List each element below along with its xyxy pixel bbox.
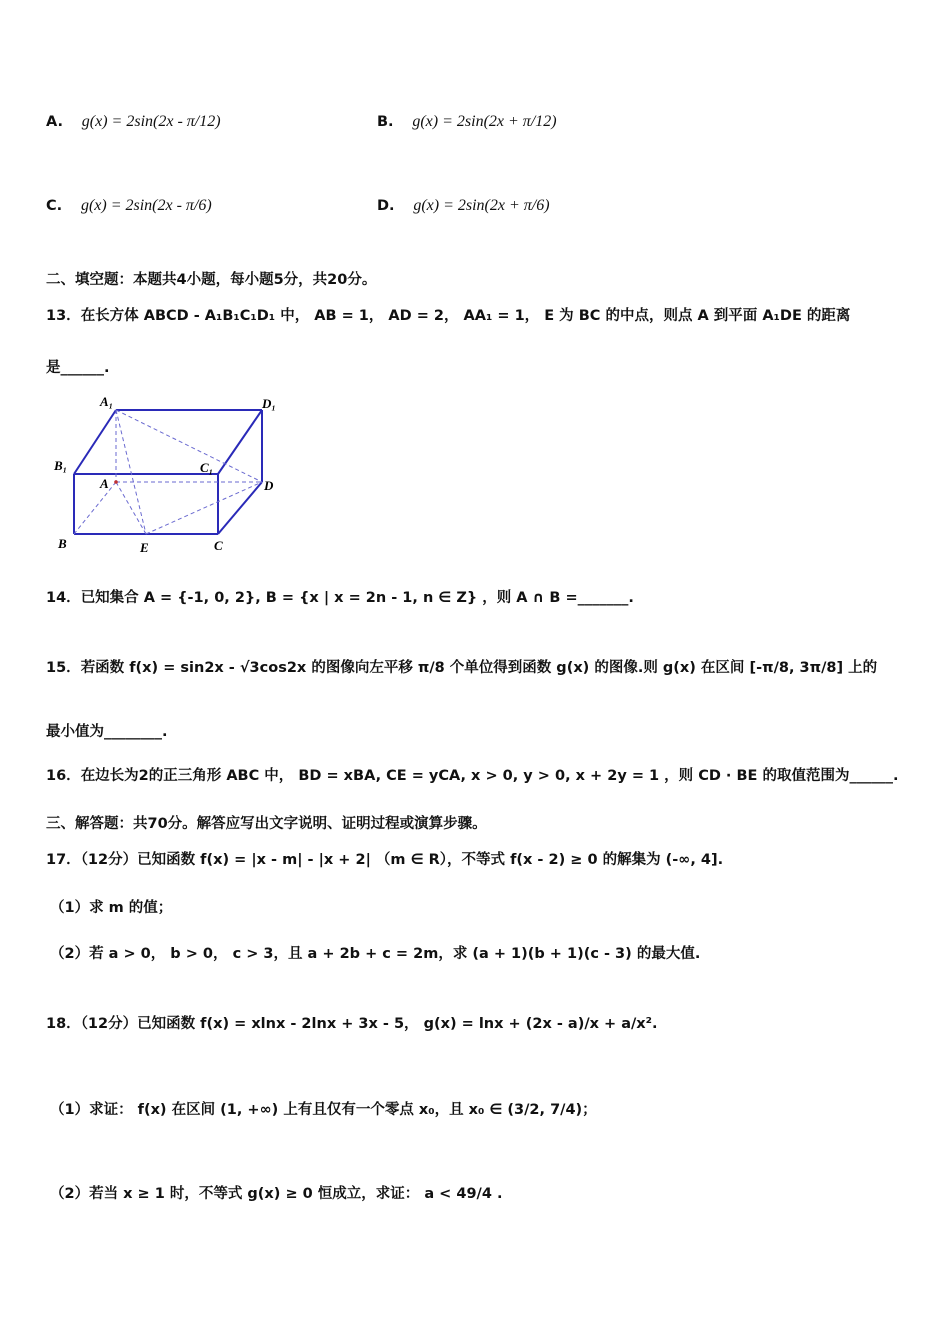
option-a-label: A. (46, 114, 63, 130)
edge-a1-b1 (74, 410, 116, 474)
q18-text: （12分）已知函数 f(x) = xlnx - 2lnx + 3x - 5， g(x) = lnx + (2x - a)/x + a/x². (80, 1016, 658, 1032)
dashed-a1-e (116, 410, 146, 534)
point-a-dot (114, 480, 118, 484)
q15-number: 15． (46, 660, 81, 676)
dashed-a-e (116, 482, 146, 534)
q15-text: 若函数 f(x) = sin2x - √3cos2x 的图像向左平移 π/8 个单位得到函数 g(x) 的图像.则 g(x) 在区间 [-π/8, 3π/8] 上的 (80, 660, 878, 676)
option-b-formula: g(x) = 2sin(2x + π/12) (412, 113, 557, 130)
edge-c-d (218, 482, 262, 534)
edge-d1-c1 (218, 410, 262, 474)
q14-number: 14． (46, 590, 81, 606)
label-d: D (264, 478, 274, 493)
q14-text: 已知集合 A = {-1, 0, 2}, B = {x | x = 2n - 1, n ∈ Z} ，则 A ∩ B =_______. (80, 590, 634, 606)
q18-stem (46, 1016, 658, 1033)
label-a: A (100, 476, 109, 491)
q18-part1: （1）求证： f(x) 在区间 (1, +∞) 上有且仅有一个零点 x₀，且 x₀ ∈ (3/2, 7/4)； (50, 1102, 597, 1118)
q18-part2: （2）若当 x ≥ 1 时，不等式 g(x) ≥ 0 恒成立，求证： a < 49/4 . (50, 1186, 503, 1202)
option-c (46, 196, 212, 215)
q16-number: 16． (46, 768, 81, 784)
option-a (46, 112, 221, 131)
q15-line1 (46, 660, 877, 677)
label-b1: B₁ (54, 458, 68, 473)
option-d (377, 196, 550, 215)
q16 (46, 768, 899, 785)
q16-text: 在边长为2的正三角形 ABC 中， BD = xBA, CE = yCA, x > 0, y > 0, x + 2y = 1 ，则 CD · BE 的取值范围为______. (80, 768, 899, 784)
label-a1: A₁ (100, 394, 114, 409)
section3-title: 三、解答题：共70分。解答应写出文字说明、证明过程或演算步骤。 (46, 816, 487, 832)
q13-number: 13． (46, 308, 81, 324)
option-b (377, 112, 557, 131)
q14 (46, 590, 634, 607)
dashed-a-b (74, 482, 116, 534)
q17-text: （12分）已知函数 f(x) = |x - m| - |x + 2| （m ∈ R），不等式 f(x - 2) ≥ 0 的解集为 (-∞, 4]. (80, 852, 724, 868)
option-b-label: B. (377, 114, 394, 130)
q17-stem (46, 852, 723, 869)
option-c-label: C. (46, 198, 63, 214)
q17-part1: （1）求 m 的值； (50, 900, 173, 916)
label-b: B (58, 536, 67, 551)
q15-line2: 最小值为________. (46, 724, 168, 740)
option-a-formula: g(x) = 2sin(2x - π/12) (81, 113, 221, 130)
section2-title: 二、填空题：本题共4小题，每小题5分，共20分。 (46, 272, 377, 288)
option-d-label: D. (377, 198, 395, 214)
option-c-formula: g(x) = 2sin(2x - π/6) (80, 197, 212, 214)
label-e: E (140, 540, 149, 555)
q13-line1 (46, 308, 850, 325)
label-c: C (214, 538, 223, 553)
q13-line2: 是______. (46, 360, 110, 376)
dashed-a1-d (116, 410, 262, 482)
label-d1: D₁ (262, 396, 276, 411)
q17-number: 17． (46, 852, 81, 868)
q13-text: 在长方体 ABCD - A₁B₁C₁D₁ 中， AB = 1， AD = 2， AA₁ = 1， E 为 BC 的中点，则点 A 到平面 A₁DE 的距离 (80, 308, 851, 324)
q18-number: 18． (46, 1016, 81, 1032)
option-d-formula: g(x) = 2sin(2x + π/6) (413, 197, 550, 214)
label-c1: C₁ (200, 460, 214, 475)
cuboid-figure (50, 392, 290, 562)
q17-part2: （2）若 a > 0， b > 0， c > 3，且 a + 2b + c = 2m，求 (a + 1)(b + 1)(c - 3) 的最大值. (50, 946, 701, 962)
dashed-e-d (146, 482, 262, 534)
